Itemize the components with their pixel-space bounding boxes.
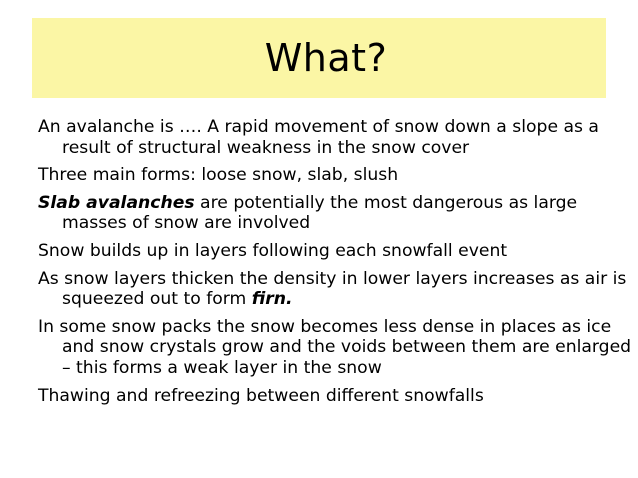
paragraph-text: An avalanche is …. A rapid movement of snow down a slope as a result of structural weakness in the snow cover (38, 117, 599, 158)
paragraph-text: Thawing and refreezing between different snowfalls (38, 385, 484, 406)
paragraph-text: are potentially the most dangerous as large masses of snow are involved (62, 192, 578, 234)
paragraph-density (38, 269, 634, 310)
emphasis-term: firn. (251, 289, 293, 310)
title-banner (32, 18, 606, 98)
paragraph-weak-layer (38, 317, 634, 379)
slide-body (38, 117, 634, 413)
paragraph-layers (38, 241, 634, 262)
emphasis-term: Slab avalanches (38, 192, 195, 213)
paragraph-text: In some snow packs the snow becomes less dense in places as ice and snow crystals grow and the voids between them are enlarged – this forms a weak layer in the snow (38, 316, 632, 378)
slide-title: What? (264, 36, 388, 80)
paragraph-text: Snow builds up in layers following each snowfall event (38, 240, 508, 261)
paragraph-thawing (38, 386, 634, 407)
paragraph-text: Three main forms: loose snow, slab, slush (38, 165, 399, 186)
paragraph-definition (38, 117, 634, 158)
paragraph-slab (38, 193, 634, 234)
paragraph-text: As snow layers thicken the density in lower layers increases as air is squeezed out to form (38, 268, 627, 310)
paragraph-forms (38, 165, 634, 186)
